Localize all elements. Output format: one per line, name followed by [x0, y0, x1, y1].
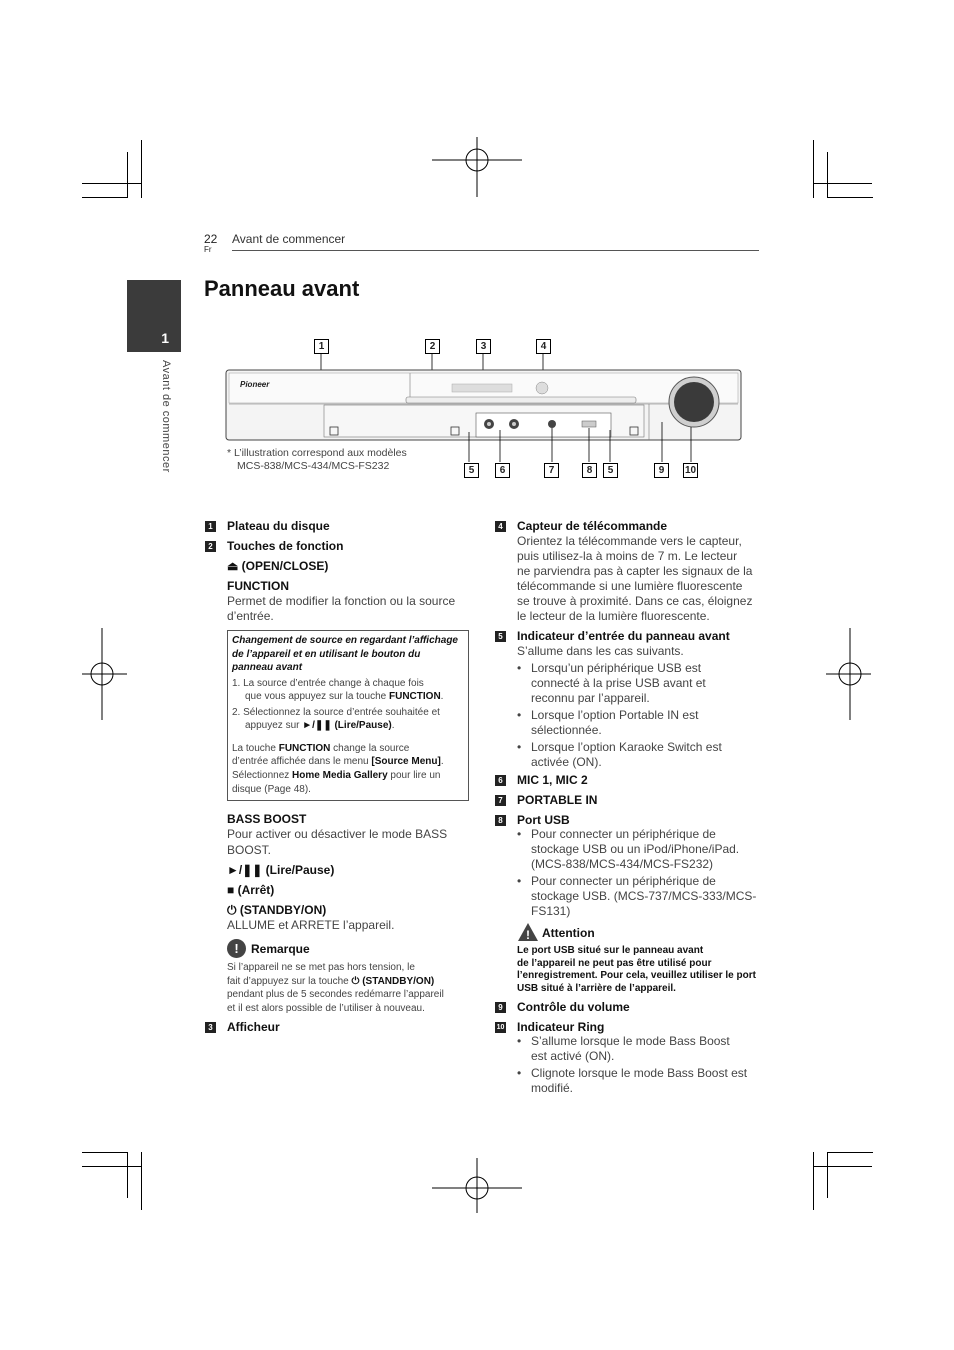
registration-mark-left: [82, 628, 132, 720]
device-illustration: [224, 352, 744, 462]
page-title: Panneau avant: [204, 276, 360, 301]
callout-1: 1: [314, 339, 329, 354]
callout-5a: 5: [464, 463, 479, 478]
item-8-bullet-1c: (MCS-838/MCS-434/MCS-FS232): [531, 857, 714, 871]
box-para-3: Sélectionnez Home Media Gallery pour lire un: [232, 770, 441, 781]
callout-6: 6: [495, 463, 510, 478]
callout-5b: 5: [603, 463, 618, 478]
item-10-bullet-1a: • S’allume lorsque le mode Bass Boost: [531, 1034, 730, 1049]
remark-title: Remarque: [251, 942, 310, 956]
item-5-bullet-2a: • Lorsque l’option Portable IN est: [531, 708, 698, 723]
attention-title: Attention: [542, 926, 595, 940]
item-9-title: Contrôle du volume: [517, 1000, 630, 1014]
item-10-title: Indicateur Ring: [517, 1020, 605, 1034]
item-2-number: 2: [205, 541, 216, 552]
stop-label: ■ (Arrêt): [227, 883, 275, 897]
chapter-side-label: Avant de commencer: [160, 360, 172, 473]
figure-caption-1: * L’illustration correspond aux modèles: [227, 447, 407, 459]
language-code: Fr: [204, 245, 212, 254]
item-7-number: 7: [495, 795, 506, 806]
chapter-number: 1: [161, 330, 169, 346]
item-5-bullet-1b: connecté à la prise USB avant et: [531, 676, 706, 690]
box-step-1b: que vous appuyez sur la touche FUNCTION.: [245, 691, 444, 702]
item-8-bullet-2b: stockage USB. (MCS-737/MCS-333/MCS-: [531, 889, 757, 903]
box-para-1: La touche FUNCTION change la source: [232, 743, 410, 754]
item-8-number: 8: [495, 815, 506, 826]
box-para-2: d’entrée affichée dans le menu [Source Menu].: [232, 756, 444, 767]
page-number: 22: [204, 232, 218, 246]
item-8-bullet-1a: • Pour connecter un périphérique de: [531, 827, 716, 842]
item-8-bullet-2a: • Pour connecter un périphérique de: [531, 874, 716, 889]
item-5-title: Indicateur d’entrée du panneau avant: [517, 629, 730, 643]
registration-mark-top: [432, 137, 522, 207]
item-4-desc-2: puis utilisez-la à moins de 7 m. Le lecteur: [517, 549, 738, 563]
item-1-number: 1: [205, 521, 216, 532]
function-desc-1: Permet de modifier la fonction ou la source: [227, 594, 456, 608]
attention-line-1: Le port USB situé sur le panneau avant: [517, 945, 704, 956]
item-4-title: Capteur de télécommande: [517, 519, 668, 533]
box-title-3: panneau avant: [232, 662, 303, 673]
bass-boost-desc-1: Pour activer ou désactiver le mode BASS: [227, 827, 448, 841]
remark-line-2: fait d’appuyez sur la touche ⏻ (STANDBY/ON): [227, 976, 435, 987]
section-header: Avant de commencer: [232, 232, 346, 246]
item-10-bullet-2a: • Clignote lorsque le mode Bass Boost est: [531, 1066, 747, 1081]
remark-line-4: et il est alors possible de l’utiliser à nouveau.: [227, 1003, 425, 1014]
svg-text:!: !: [526, 928, 530, 942]
figure-caption-2: MCS-838/MCS-434/MCS-FS232: [237, 460, 390, 472]
item-3-number: 3: [205, 1022, 216, 1033]
bass-boost-desc-2: BOOST.: [227, 843, 272, 857]
item-5-bullet-3a: • Lorsque l’option Karaoke Switch est: [531, 740, 722, 755]
header-rule: [232, 250, 759, 251]
remark-line-3: pendant plus de 5 secondes redémarre l’appareil: [227, 989, 444, 1000]
callout-9: 9: [654, 463, 669, 478]
item-4-desc-4: télécommande si une lumière fluorescente: [517, 579, 743, 593]
item-10-number: 10: [496, 1024, 505, 1031]
item-8-bullet-2c: FS131): [531, 904, 571, 918]
standby-desc: ALLUME et ARRETE l’appareil.: [227, 918, 395, 932]
item-10-bullet-1b: est activé (ON).: [531, 1049, 615, 1063]
attention-line-4: USB situé à l’arrière de l’appareil.: [517, 983, 676, 994]
item-9-number: 9: [495, 1002, 506, 1013]
item-4-number: 4: [495, 521, 506, 532]
box-title-1: Changement de source en regardant l’affichage: [232, 635, 458, 646]
callout-7: 7: [544, 463, 559, 478]
item-4-desc-5: se trouve à proximité. Dans ce cas, éloignez: [517, 594, 753, 608]
function-desc-2: d’entrée.: [227, 609, 274, 623]
item-10-bullet-2b: modifié.: [531, 1081, 574, 1095]
function-label: FUNCTION: [227, 579, 289, 593]
item-6-number: 6: [495, 775, 506, 786]
callout-8: 8: [582, 463, 597, 478]
item-8-bullet-1b: stockage USB ou un iPod/iPhone/iPad.: [531, 842, 740, 856]
item-6-title: MIC 1, MIC 2: [517, 773, 588, 787]
open-close-label: ⏏ (OPEN/CLOSE): [227, 559, 329, 573]
registration-mark-right: [826, 628, 876, 720]
bass-boost-label: BASS BOOST: [227, 812, 307, 826]
attention-line-2: de l’appareil ne peut pas être utilisé pour: [517, 958, 712, 969]
box-para-4: disque (Page 48).: [232, 784, 311, 795]
attention-icon: [517, 922, 539, 942]
remark-icon: !: [227, 939, 246, 958]
chapter-tab: [127, 280, 181, 352]
item-8-title: Port USB: [517, 813, 570, 827]
callout-4: 4: [536, 339, 551, 354]
item-5-number: 5: [495, 631, 506, 642]
item-1-title: Plateau du disque: [227, 519, 330, 533]
standby-label: ⏻ (STANDBY/ON): [227, 903, 327, 917]
item-7-title: PORTABLE IN: [517, 793, 598, 807]
play-pause-label: ►/❚❚ (Lire/Pause): [227, 863, 335, 877]
brand-logo: Pioneer: [240, 380, 270, 389]
box-step-1a: 1. La source d’entrée change à chaque fois: [232, 678, 424, 689]
item-2-title: Touches de fonction: [227, 539, 344, 553]
item-5-bullet-1c: reconnu par l’appareil.: [531, 691, 650, 705]
item-5-bullet-1a: • Lorsqu’un périphérique USB est: [531, 661, 701, 676]
callout-10: 10: [684, 465, 697, 476]
registration-mark-bottom: [432, 1158, 522, 1218]
item-3-title: Afficheur: [227, 1020, 280, 1034]
callout-2: 2: [425, 339, 440, 354]
box-step-2a: 2. Sélectionnez la source d’entrée souhaitée et: [232, 707, 440, 718]
remark-line-1: Si l’appareil ne se met pas hors tension, le: [227, 962, 415, 973]
item-4-desc-6: le lecteur de la lumière fluorescente.: [517, 609, 710, 623]
box-step-2b: appuyez sur ►/❚❚ (Lire/Pause).: [245, 720, 395, 731]
item-4-desc-3: ne parviendra pas à capter les signaux de la: [517, 564, 753, 578]
attention-line-3: l’enregistrement. Pour cela, veuillez utiliser le port: [517, 970, 756, 981]
item-5-desc: S’allume dans les cas suivants.: [517, 644, 684, 658]
box-title-2: de l’appareil et en utilisant le bouton du: [232, 649, 421, 660]
item-5-bullet-3b: activée (ON).: [531, 755, 602, 769]
item-5-bullet-2b: sélectionnée.: [531, 723, 602, 737]
callout-3: 3: [476, 339, 491, 354]
item-4-desc-1: Orientez la télécommande vers le capteur,: [517, 534, 742, 548]
